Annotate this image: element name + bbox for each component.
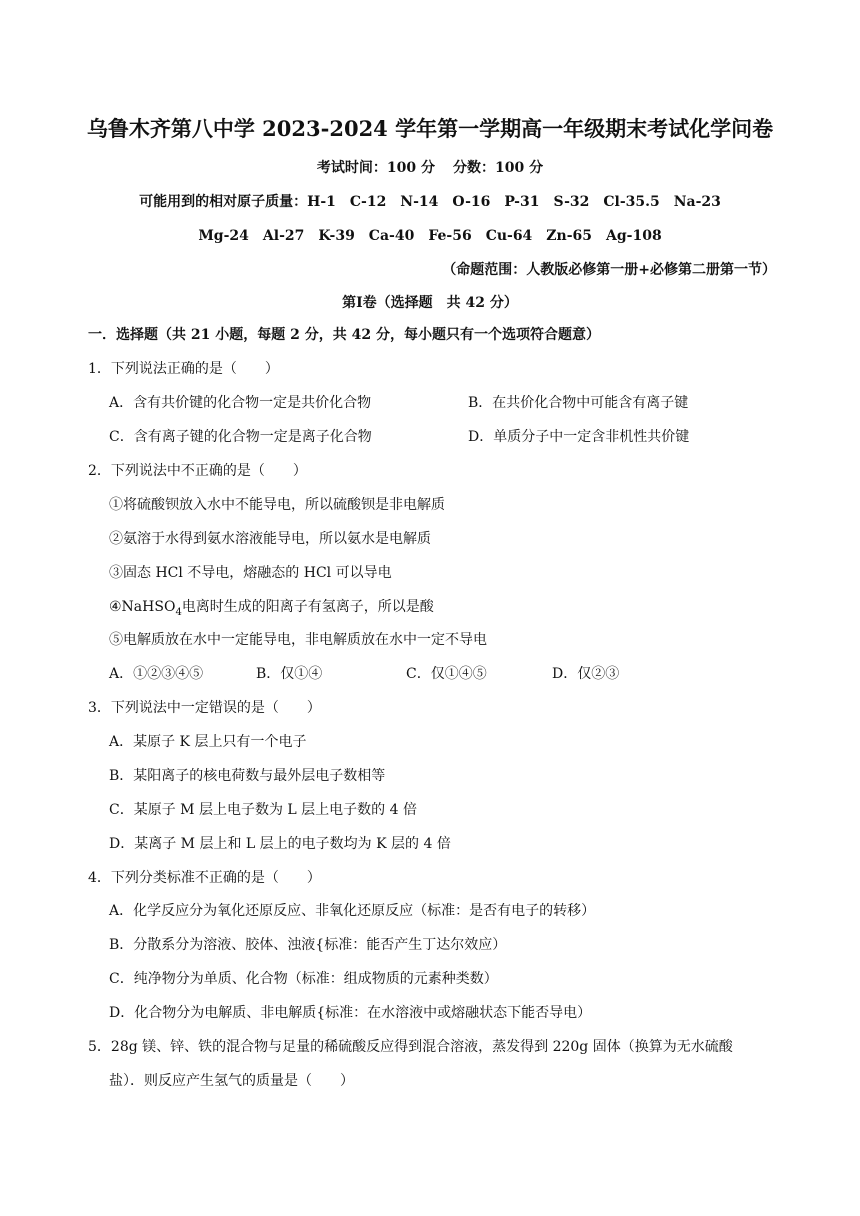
atomic-mass-line-2: Mg-24 Al-27 K-39 Ca-40 Fe-56 Cu-64 Zn-65 Ag-108 (198, 228, 662, 244)
q2-statement-4-pre: ④NaHSO (109, 599, 176, 615)
q2-statement-3: ③固态 HCl 不导电，熔融态的 HCl 可以导电 (109, 565, 392, 581)
part-title: 一．选择题（共 21 小题，每题 2 分，共 42 分，每小题只有一个选项符合题意） (88, 327, 600, 343)
exam-title: 乌鲁木齐第八中学 2023-2024 学年第一学期高一年级期末考试化学问卷 (86, 116, 774, 141)
q2-statement-2: ②氨溶于水得到氨水溶液能导电，所以氨水是电解质 (109, 531, 431, 547)
q1-stem: 1．下列说法正确的是（ ） (88, 361, 279, 377)
q2-statement-4 (109, 597, 434, 623)
q1-option-c: C．含有离子键的化合物一定是离子化合物 (109, 429, 372, 445)
q2-statement-4-sub: 4 (175, 606, 182, 618)
exam-info-line (60, 157, 800, 177)
exam-scope: （命题范围：人教版必修第一册+必修第二册第一节） (442, 262, 776, 278)
exam-score: 分数：100 分 (453, 160, 544, 176)
q2-stem: 2．下列说法中不正确的是（ ） (88, 463, 307, 479)
q3-option-a: A．某原子 K 层上只有一个电子 (109, 734, 307, 750)
q5-stem-line-2: 盐）．则反应产生氢气的质量是（ ） (109, 1073, 354, 1089)
volume-title: 第Ⅰ卷（选择题 共 42 分） (342, 295, 518, 311)
q3-option-d: D．某离子 M 层上和 L 层上的电子数均为 K 层的 4 倍 (109, 836, 451, 852)
q4-option-b: B．分散系分为溶液、胶体、浊液{标准：能否产生丁达尔效应） (109, 937, 507, 953)
atomic-mass-line-1: 可能用到的相对原子质量：H-1 C-12 N-14 O-16 P-31 S-32 Cl-35.5 Na-23 (139, 194, 721, 210)
q2-option-d: D．仅②③ (552, 666, 620, 682)
q3-stem: 3．下列说法中一定错误的是（ ） (88, 700, 321, 716)
q3-option-c: C．某原子 M 层上电子数为 L 层上电子数的 4 倍 (109, 802, 417, 818)
q3-option-b: B．某阳离子的核电荷数与最外层电子数相等 (109, 768, 386, 784)
q2-option-c: C．仅①④⑤ (406, 666, 487, 682)
q2-option-a: A．①②③④⑤ (109, 666, 204, 682)
q1-option-d: D．单质分子中一定含非机性共价键 (468, 429, 690, 445)
exam-time: 考试时间：100 分 (316, 160, 435, 176)
q1-option-b: B．在共价化合物中可能含有离子键 (468, 395, 689, 411)
q2-statement-1: ①将硫酸钡放入水中不能导电，所以硫酸钡是非电解质 (109, 497, 445, 513)
q4-option-c: C．纯净物分为单质、化合物（标准：组成物质的元素种类数） (109, 971, 498, 987)
q2-statement-5: ⑤电解质放在水中一定能导电，非电解质放在水中一定不导电 (109, 632, 487, 648)
q4-option-a: A．化学反应分为氧化还原反应、非氧化还原反应（标准：是否有电子的转移） (109, 903, 596, 919)
q4-stem: 4．下列分类标准不正确的是（ ） (88, 870, 321, 886)
q5-stem-line-1: 5．28g 镁、锌、铁的混合物与足量的稀硫酸反应得到混合溶液，蒸发得到 220g 固体（换算为无水硫酸 (88, 1039, 733, 1055)
q2-statement-4-post: 电离时生成的阳离子有氢离子，所以是酸 (181, 599, 434, 615)
q1-option-a: A．含有共价键的化合物一定是共价化合物 (109, 395, 372, 411)
q2-option-b: B．仅①④ (256, 666, 323, 682)
q4-option-d: D．化合物分为电解质、非电解质{标准：在水溶液中或熔融状态下能否导电） (109, 1005, 592, 1021)
